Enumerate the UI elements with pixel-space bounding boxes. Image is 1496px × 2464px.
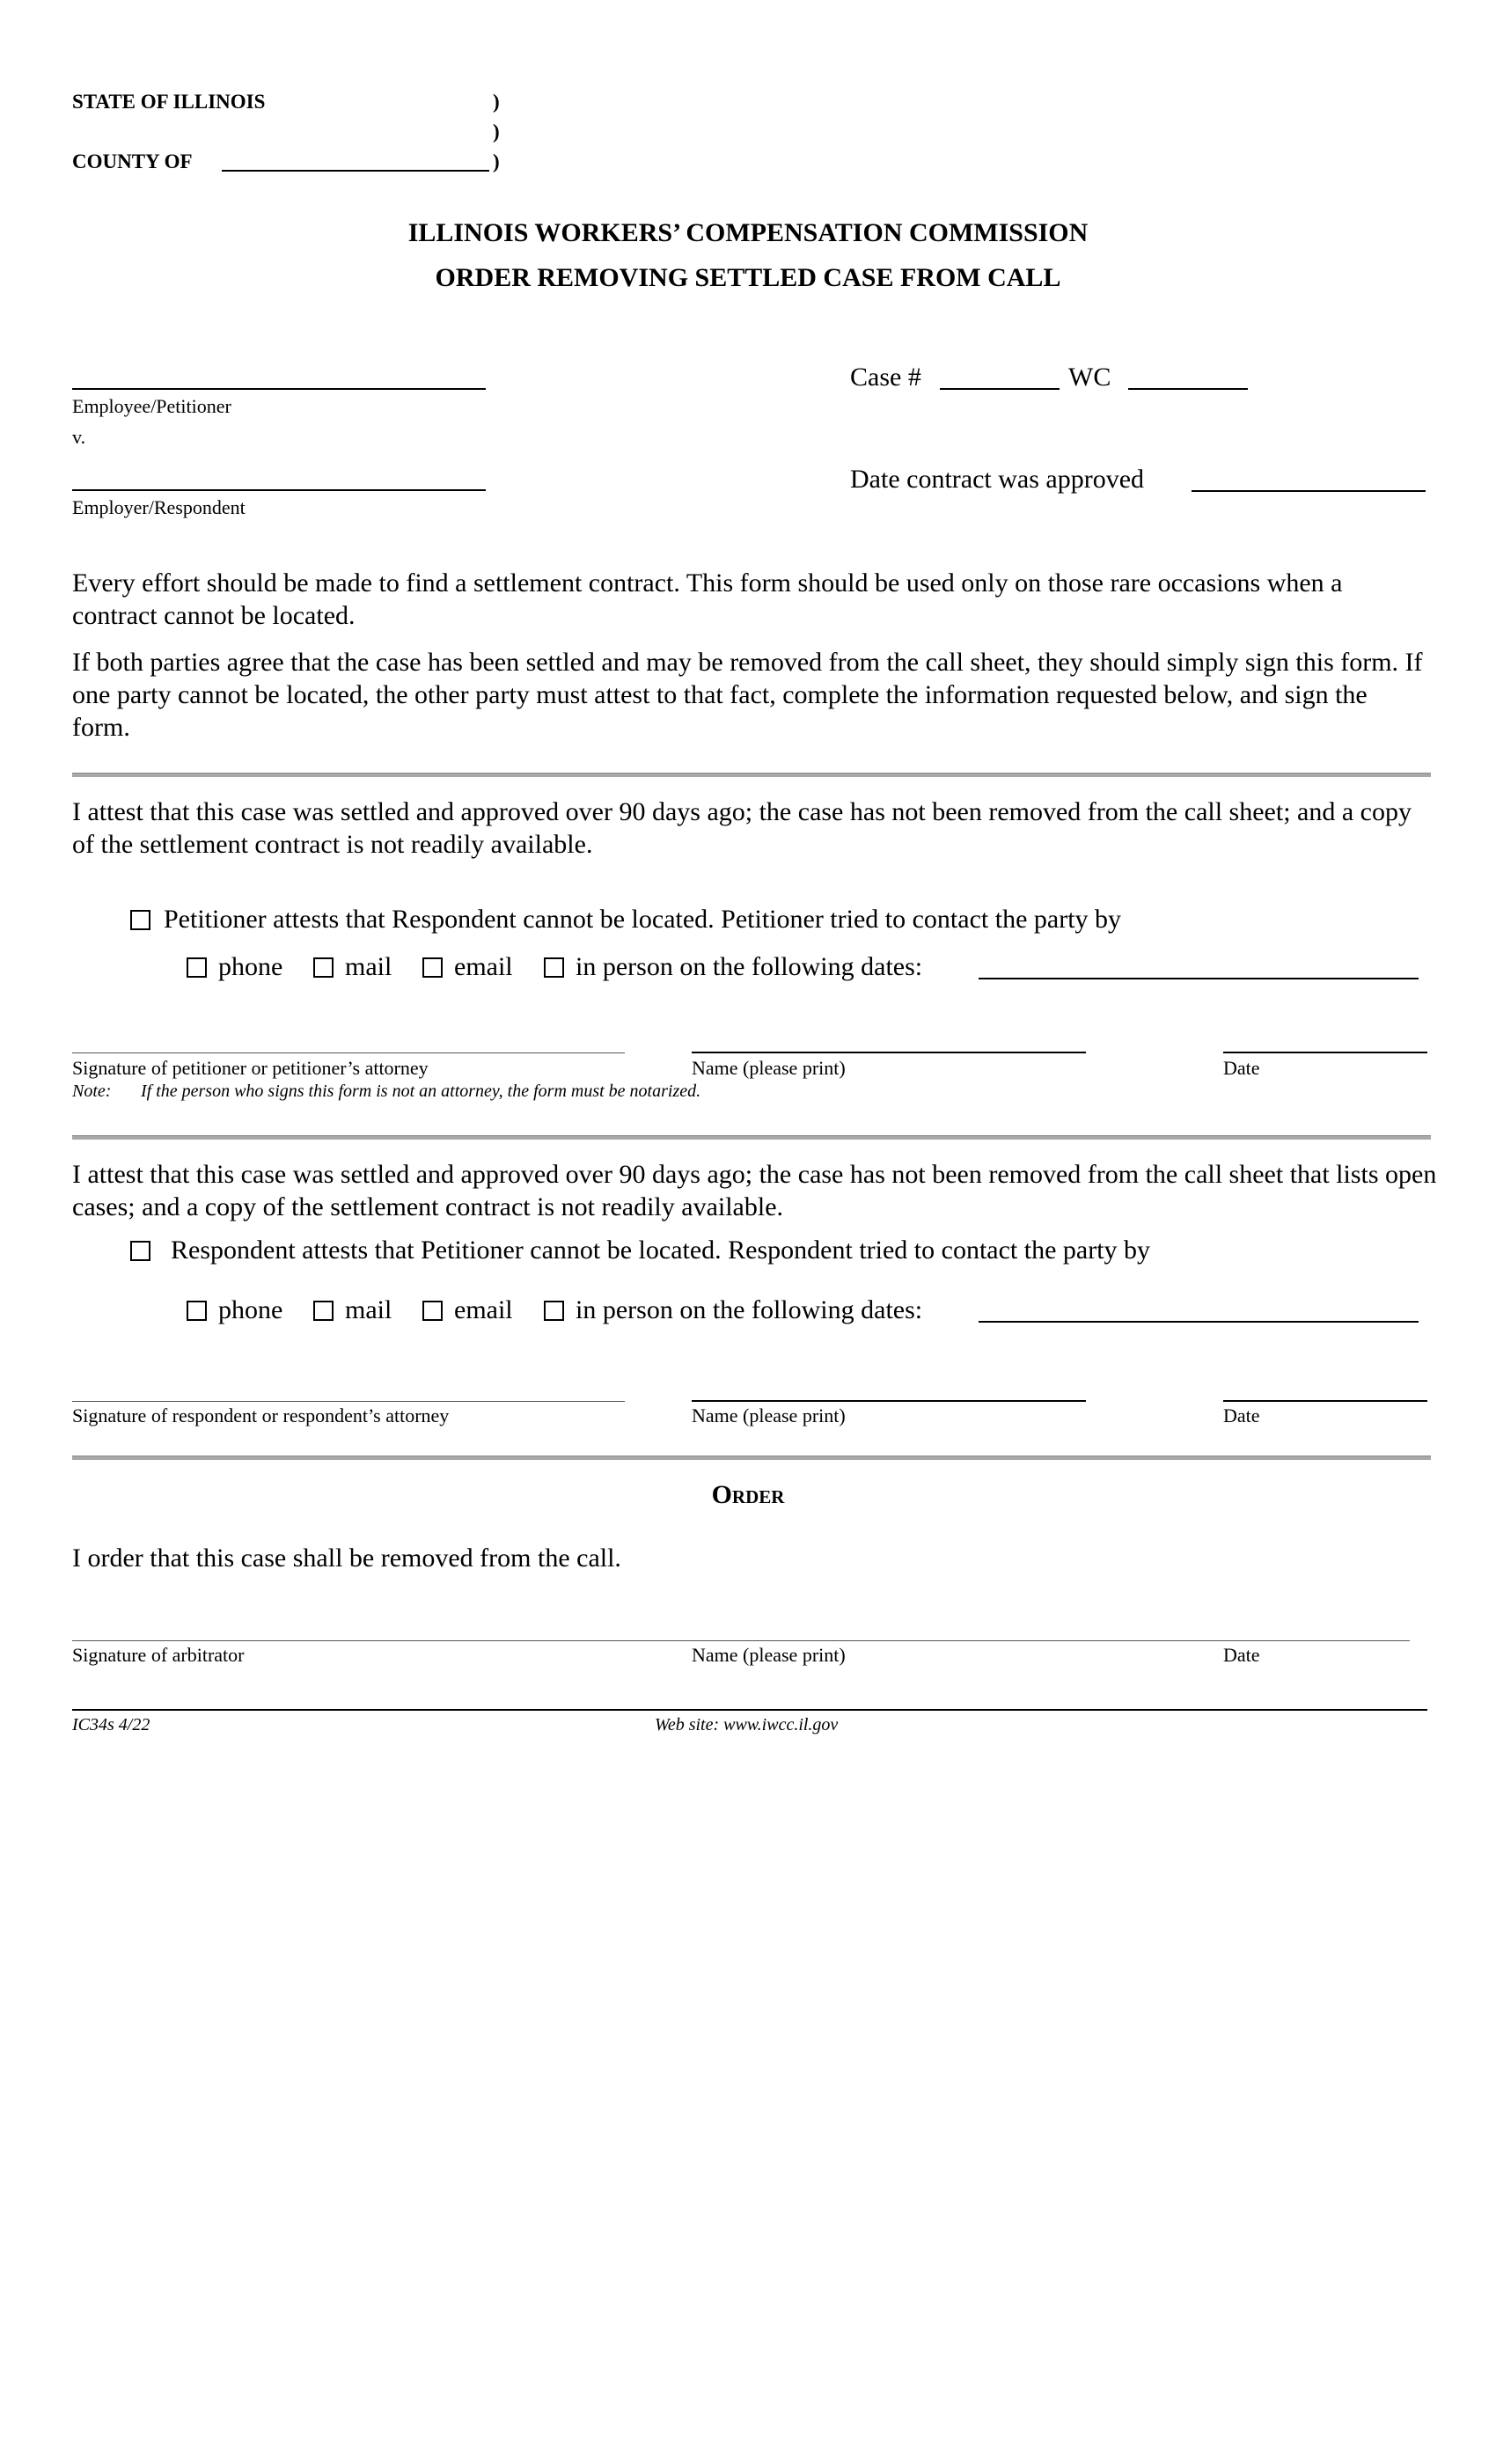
petitioner-attest-label: Petitioner attests that Respondent cannot be located. Petitioner tried to contact the party by	[164, 905, 1122, 934]
order-text: I order that this case shall be removed from the call.	[72, 1544, 621, 1573]
arbitrator-signature-field[interactable]	[72, 1610, 671, 1640]
petitioner-in-person-checkbox[interactable]	[544, 957, 564, 978]
petitioner-name-field[interactable]	[692, 1023, 1086, 1052]
respondent-attest-checkbox[interactable]	[130, 1241, 150, 1261]
respondent-in-person-label: in person on the following dates:	[576, 1295, 923, 1324]
respondent-mail-checkbox[interactable]	[313, 1301, 334, 1321]
case-number-label: Case #	[850, 363, 921, 392]
note-prefix: Note:	[72, 1082, 112, 1101]
employer-label: Employer/Respondent	[72, 496, 246, 518]
petitioner-attest-text: I attest that this case was settled and approved over 90 days ago; the case has not been removed from the call sheet; and a copy of the settlement contract is not readily available.	[72, 797, 1412, 859]
respondent-email-label: email	[454, 1295, 513, 1324]
petitioner-attest-checkbox[interactable]	[130, 910, 150, 930]
order-heading: Order	[711, 1480, 785, 1509]
petitioner-in-person-label: in person on the following dates:	[576, 952, 923, 981]
arbitrator-signature-label: Signature of arbitrator	[72, 1644, 245, 1666]
footer-rule	[72, 1709, 1427, 1711]
petitioner-mail-label: mail	[345, 952, 392, 981]
section-divider	[72, 773, 1431, 777]
wc-number-field-line	[1128, 388, 1248, 390]
employee-field-line	[72, 388, 486, 390]
section-divider	[72, 1456, 1431, 1460]
employer-field-line	[72, 489, 486, 491]
state-label: STATE OF ILLINOIS	[72, 91, 266, 113]
versus-label: v.	[72, 426, 86, 448]
notarization-note: If the person who signs this form is not an attorney, the form must be notarized.	[141, 1082, 701, 1101]
respondent-date-field[interactable]	[1223, 1371, 1427, 1401]
respondent-signature-label: Signature of respondent or respondent’s attorney	[72, 1404, 450, 1426]
employee-field[interactable]	[72, 361, 486, 387]
respondent-name-field[interactable]	[692, 1371, 1086, 1401]
petitioner-signature-label: Signature of petitioner or petitioner’s attorney	[72, 1057, 429, 1079]
case-number-field[interactable]	[940, 361, 1060, 387]
county-field[interactable]	[222, 144, 489, 171]
petitioner-signature-line	[72, 1052, 625, 1053]
wc-label: WC	[1068, 363, 1111, 392]
petitioner-phone-checkbox[interactable]	[187, 957, 207, 978]
form-id: IC34s 4/22	[72, 1715, 150, 1734]
petitioner-email-label: email	[454, 952, 513, 981]
county-label: COUNTY OF	[72, 150, 193, 172]
respondent-phone-checkbox[interactable]	[187, 1301, 207, 1321]
petitioner-phone-label: phone	[218, 952, 283, 981]
petitioner-date-label: Date	[1223, 1057, 1260, 1079]
employee-label: Employee/Petitioner	[72, 395, 231, 417]
respondent-attest-text: I attest that this case was settled and approved over 90 days ago; the case has not been removed from the call sheet that lists open cases; and a copy of the settlement contract is not readily available.	[72, 1160, 1437, 1221]
arbitrator-signature-line	[72, 1640, 1410, 1641]
approval-date-field[interactable]	[1192, 463, 1426, 489]
arbitrator-name-label: Name (please print)	[692, 1644, 846, 1666]
venue-paren: )	[493, 150, 500, 172]
form-title: ORDER REMOVING SETTLED CASE FROM CALL	[435, 263, 1061, 292]
website: Web site: www.iwcc.il.gov	[655, 1715, 839, 1734]
approval-date-field-line	[1192, 490, 1426, 492]
respondent-date-label: Date	[1223, 1404, 1260, 1426]
respondent-mail-label: mail	[345, 1295, 392, 1324]
instructions-paragraph-1: Every effort should be made to find a settlement contract. This form should be used only on those rare occasions when a contract cannot be located.	[72, 568, 1343, 630]
arbitrator-date-field[interactable]	[1223, 1610, 1410, 1640]
commission-title: ILLINOIS WORKERS’ COMPENSATION COMMISSION	[407, 218, 1089, 247]
employer-field[interactable]	[72, 462, 486, 488]
respondent-signature-line	[72, 1401, 625, 1402]
respondent-dates-field[interactable]	[979, 1294, 1419, 1320]
venue-paren: )	[493, 121, 500, 143]
petitioner-dates-field[interactable]	[979, 950, 1419, 977]
wc-number-field[interactable]	[1128, 361, 1248, 387]
respondent-email-checkbox[interactable]	[422, 1301, 443, 1321]
petitioner-date-field[interactable]	[1223, 1023, 1427, 1052]
respondent-dates-field-line	[979, 1321, 1419, 1323]
contract-approved-label: Date contract was approved	[850, 465, 1145, 494]
respondent-signature-field[interactable]	[72, 1371, 625, 1401]
respondent-name-label: Name (please print)	[692, 1404, 846, 1426]
respondent-phone-label: phone	[218, 1295, 283, 1324]
petitioner-name-label: Name (please print)	[692, 1057, 846, 1079]
petitioner-signature-field[interactable]	[72, 1023, 625, 1052]
respondent-in-person-checkbox[interactable]	[544, 1301, 564, 1321]
petitioner-dates-field-line	[979, 978, 1419, 979]
instructions-paragraph-2: If both parties agree that the case has been settled and may be removed from the call sheet, they should simply sign this form. If one party cannot be located, the other party must attest to that fact, complete the information requested below, and sign the form.	[72, 648, 1423, 742]
arbitrator-date-label: Date	[1223, 1644, 1260, 1666]
respondent-attest-label: Respondent attests that Petitioner cannot be located. Respondent tried to contact the party by	[171, 1236, 1151, 1265]
petitioner-email-checkbox[interactable]	[422, 957, 443, 978]
case-number-field-line	[940, 388, 1060, 390]
venue-paren: )	[493, 91, 500, 113]
arbitrator-name-field[interactable]	[692, 1610, 1184, 1640]
petitioner-mail-checkbox[interactable]	[313, 957, 334, 978]
section-divider	[72, 1135, 1431, 1140]
